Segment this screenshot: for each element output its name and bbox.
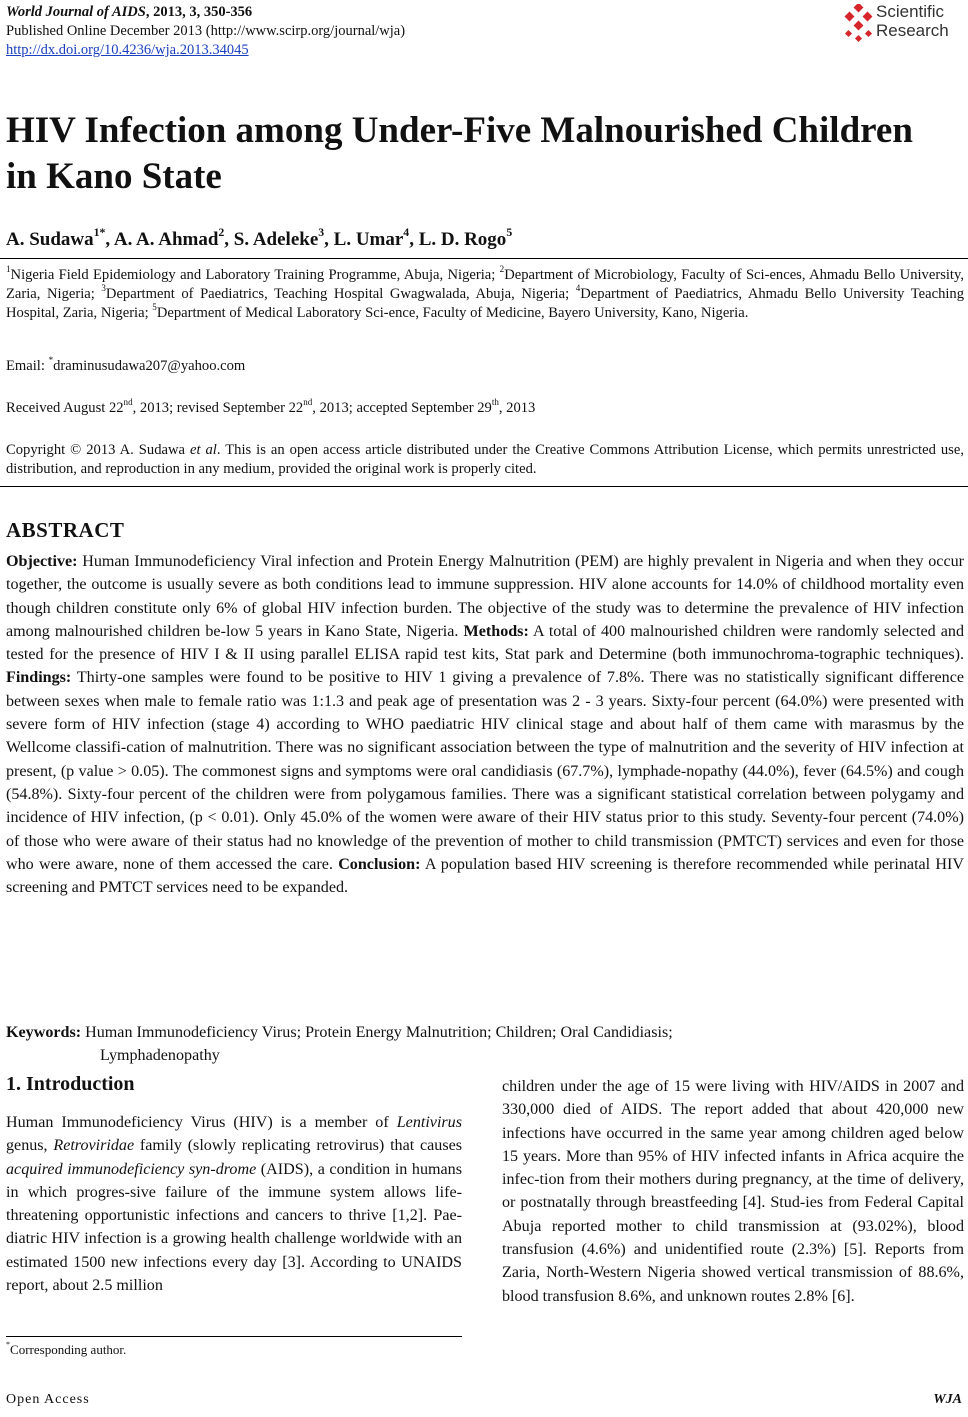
abstract-body: Objective: Human Immunodeficiency Viral infection and Protein Energy Malnutrition (PEM) are highly prevalent in Nigeria and when they occur together, the outcome is usually severe as both conditions lead to immune suppression. HIV alone accounts for 14.0% of childhood mortality even though children constitute only 6% of global HIV infection burden. The objective of the study was to determine the prevalence of HIV infection among malnourished children be-low 5 years in Kano State, Nigeria. Methods: A total of 400 malnourished children were randomly selected and tested for the presence of HIV I & II using parallel ELISA rapid test kits, Stat park and Determine (both immunochroma-tographic techniques). Findings: Thirty-one samples were found to be positive to HIV 1 giving a prevalence of 7.8%. There was no statistically significant difference between sexes when male to female ratio was 1:1.3 and peak age of presentation was 2 - 3 years. Sixty-four percent (64.0%) were presented with severe form of HIV infection (stage 4) according to WHO paediatric HIV clinical stage and about half of them came with marasmus by the Wellcome classifi-cation of malnutrition. There was no significant association between the type of malnutrition and the severity of HIV infection at present, (p value > 0.05). The commonest signs and symptoms were oral candidiasis (67.7%), lymphade-nopathy (44.0%), fever (64.5%) and cough (54.8%). Sixty-four percent of the children were from polygamous families. There was a significant statistical correlation between polygamy and incidence of HIV infection, (p < 0.01). Only 45.0% of the women were aware of their HIV status prior to this study. Seventy-four percent (74.0%) of those who were aware of their status had no knowledge of the prevention of mother to child transmission (PMTCT) services and even for those who were aware, none of them accessed the care. Conclusion: A population based HIV screening is therefore recommended while perinatal HIV screening and PMTCT services need to be expanded. (6, 553, 964, 897)
doi-link[interactable]: http://dx.doi.org/10.4236/wja.2013.34045 (6, 42, 249, 58)
section-heading: 1. Introduction (6, 1073, 135, 1095)
author-list: A. Sudawa$^{1*}$, A. A. Ahmad$^2$, S. Adeleke$^3$, L. Umar$^4$, L. D. Rogo$^5$ (6, 225, 513, 250)
journal-name: World Journal of AIDS (6, 4, 146, 20)
keywords-list: Human Immunodeficiency Virus; Protein Energy Malnutrition; Children; Oral Candidiasis; (81, 1024, 673, 1041)
keywords-label: Keywords: (6, 1024, 82, 1041)
footnote: *Corresponding author. (6, 1340, 127, 1357)
author: L. Umar$^4$ (333, 225, 410, 250)
paper-title: HIV Infection among Under-Five Malnourished Children in Kano State (6, 110, 913, 197)
keywords (6, 1021, 964, 1068)
affiliation: Department of Paediatrics, Teaching Hospital Gwagwalada, Abuja, Nigeria; (105, 286, 576, 303)
affiliation: Department of Medical Laboratory Sci-ence, Faculty of Medicine, Bayero University, Kano, Nigeria. (156, 305, 749, 322)
journal-volume: , 2013, 3, 350-356 (145, 4, 253, 20)
logo-icon (842, 4, 876, 44)
author: A. A. Ahmad$^2$ (113, 225, 225, 250)
keywords-list-cont: Lymphadenopathy (100, 1047, 220, 1065)
journal-citation (6, 3, 252, 21)
footer-journal-abbrev: WJA (933, 1392, 962, 1407)
divider (0, 258, 968, 259)
email-line: Email: *draminusudawa207@yahoo.com (6, 354, 246, 374)
published-online: Published Online December 2013 (http://www.scirp.org/journal/wja) (6, 23, 406, 39)
copyright-notice: Copyright © 2013 A. Sudawa et al. This is an open access article distributed under the Creative Commons Attribution License, which permits unrestricted use, distribution, and reproduction in any medium, provided the original work is properly cited. (6, 442, 964, 478)
affiliation: Department of Microbiology, Faculty of Sci-ences, Ahmadu Bello University, Zaria, Nigeria; (6, 267, 964, 303)
intro-paragraph-left: Human Immunodeficiency Virus (HIV) is a member of Lentivirus genus, Retroviridae family (slowly replicating retrovirus) that causes acquired immunodeficiency syn-drome (AIDS), a condition in humans in which progres-sive failure of the immune system allows life-threatening opportunistic infections and cancers to thrive [1,2]. Pae-diatric HIV infection is a growing health challenge worldwide with an estimated 1500 new infections every day [3]. According to UNAIDS report, about 2.5 million (6, 1114, 462, 1295)
received-dates: Received August 22nd, 2013; revised September 22nd, 2013; accepted September 29th, 2013 (6, 396, 536, 416)
abstract-heading: ABSTRACT (6, 518, 125, 542)
footnote-divider (6, 1336, 462, 1337)
logo-line-1: Scientific (876, 2, 945, 21)
footer-open-access: Open Access (6, 1392, 90, 1407)
author: A. Sudawa$^{1*}$ (6, 225, 106, 250)
affiliation: Department of Paediatrics, Ahmadu Bello University Teaching Hospital, Zaria, Nigeria; (6, 286, 965, 322)
logo-line-2: Research (876, 21, 949, 40)
scientific-research-logo (842, 2, 962, 44)
intro-paragraph-right: children under the age of 15 were living with HIV/AIDS in 2007 and 330,000 died of AIDS. The report added that about 420,000 new infections have occurred in the same year among children aged below 15 years. More than 95% of HIV infected infants in Africa acquire the infec-tion from their mothers during pregnancy, at the time of delivery, or postnatally through breastfeeding [4]. Stud-ies from Federal Capital Abuja reported mother to child transmission at (93.02%), blood transfusion (4.6%) and unidentified route (2.3%) [5]. Reports from Zaria, North-Western Nigeria showed vertical transmission of 88.6%, blood transfusion 8.6%, and unknown routes 2.8% [6]. (502, 1078, 964, 1305)
author: L. D. Rogo$^5$ (418, 225, 513, 250)
affiliations: $^1$Nigeria Field Epidemiology and Laboratory Training Programme, Abuja, Nigeria; $^2$Department of Microbiology, Faculty of Sci-ences, Ahmadu Bello University, Zaria, Nigeria; $^3$Department of Paediatrics, Teaching Hospital Gwagwalada, Abuja, Nigeria; $^4$Department of Paediatrics, Ahmadu Bello University Teaching Hospital, Zaria, Nigeria; $^5$Department of Medical Laboratory Sci-ence, Faculty of Medicine, Bayero University, Kano, Nigeria. (6, 263, 965, 322)
email-address[interactable]: draminusudawa207@yahoo.com (53, 358, 246, 374)
logo-wordmark (876, 2, 949, 40)
affiliation: Nigeria Field Epidemiology and Laboratory Training Programme, Abuja, Nigeria; (10, 267, 500, 283)
divider (0, 486, 968, 487)
author: S. Adeleke$^3$ (233, 225, 325, 250)
